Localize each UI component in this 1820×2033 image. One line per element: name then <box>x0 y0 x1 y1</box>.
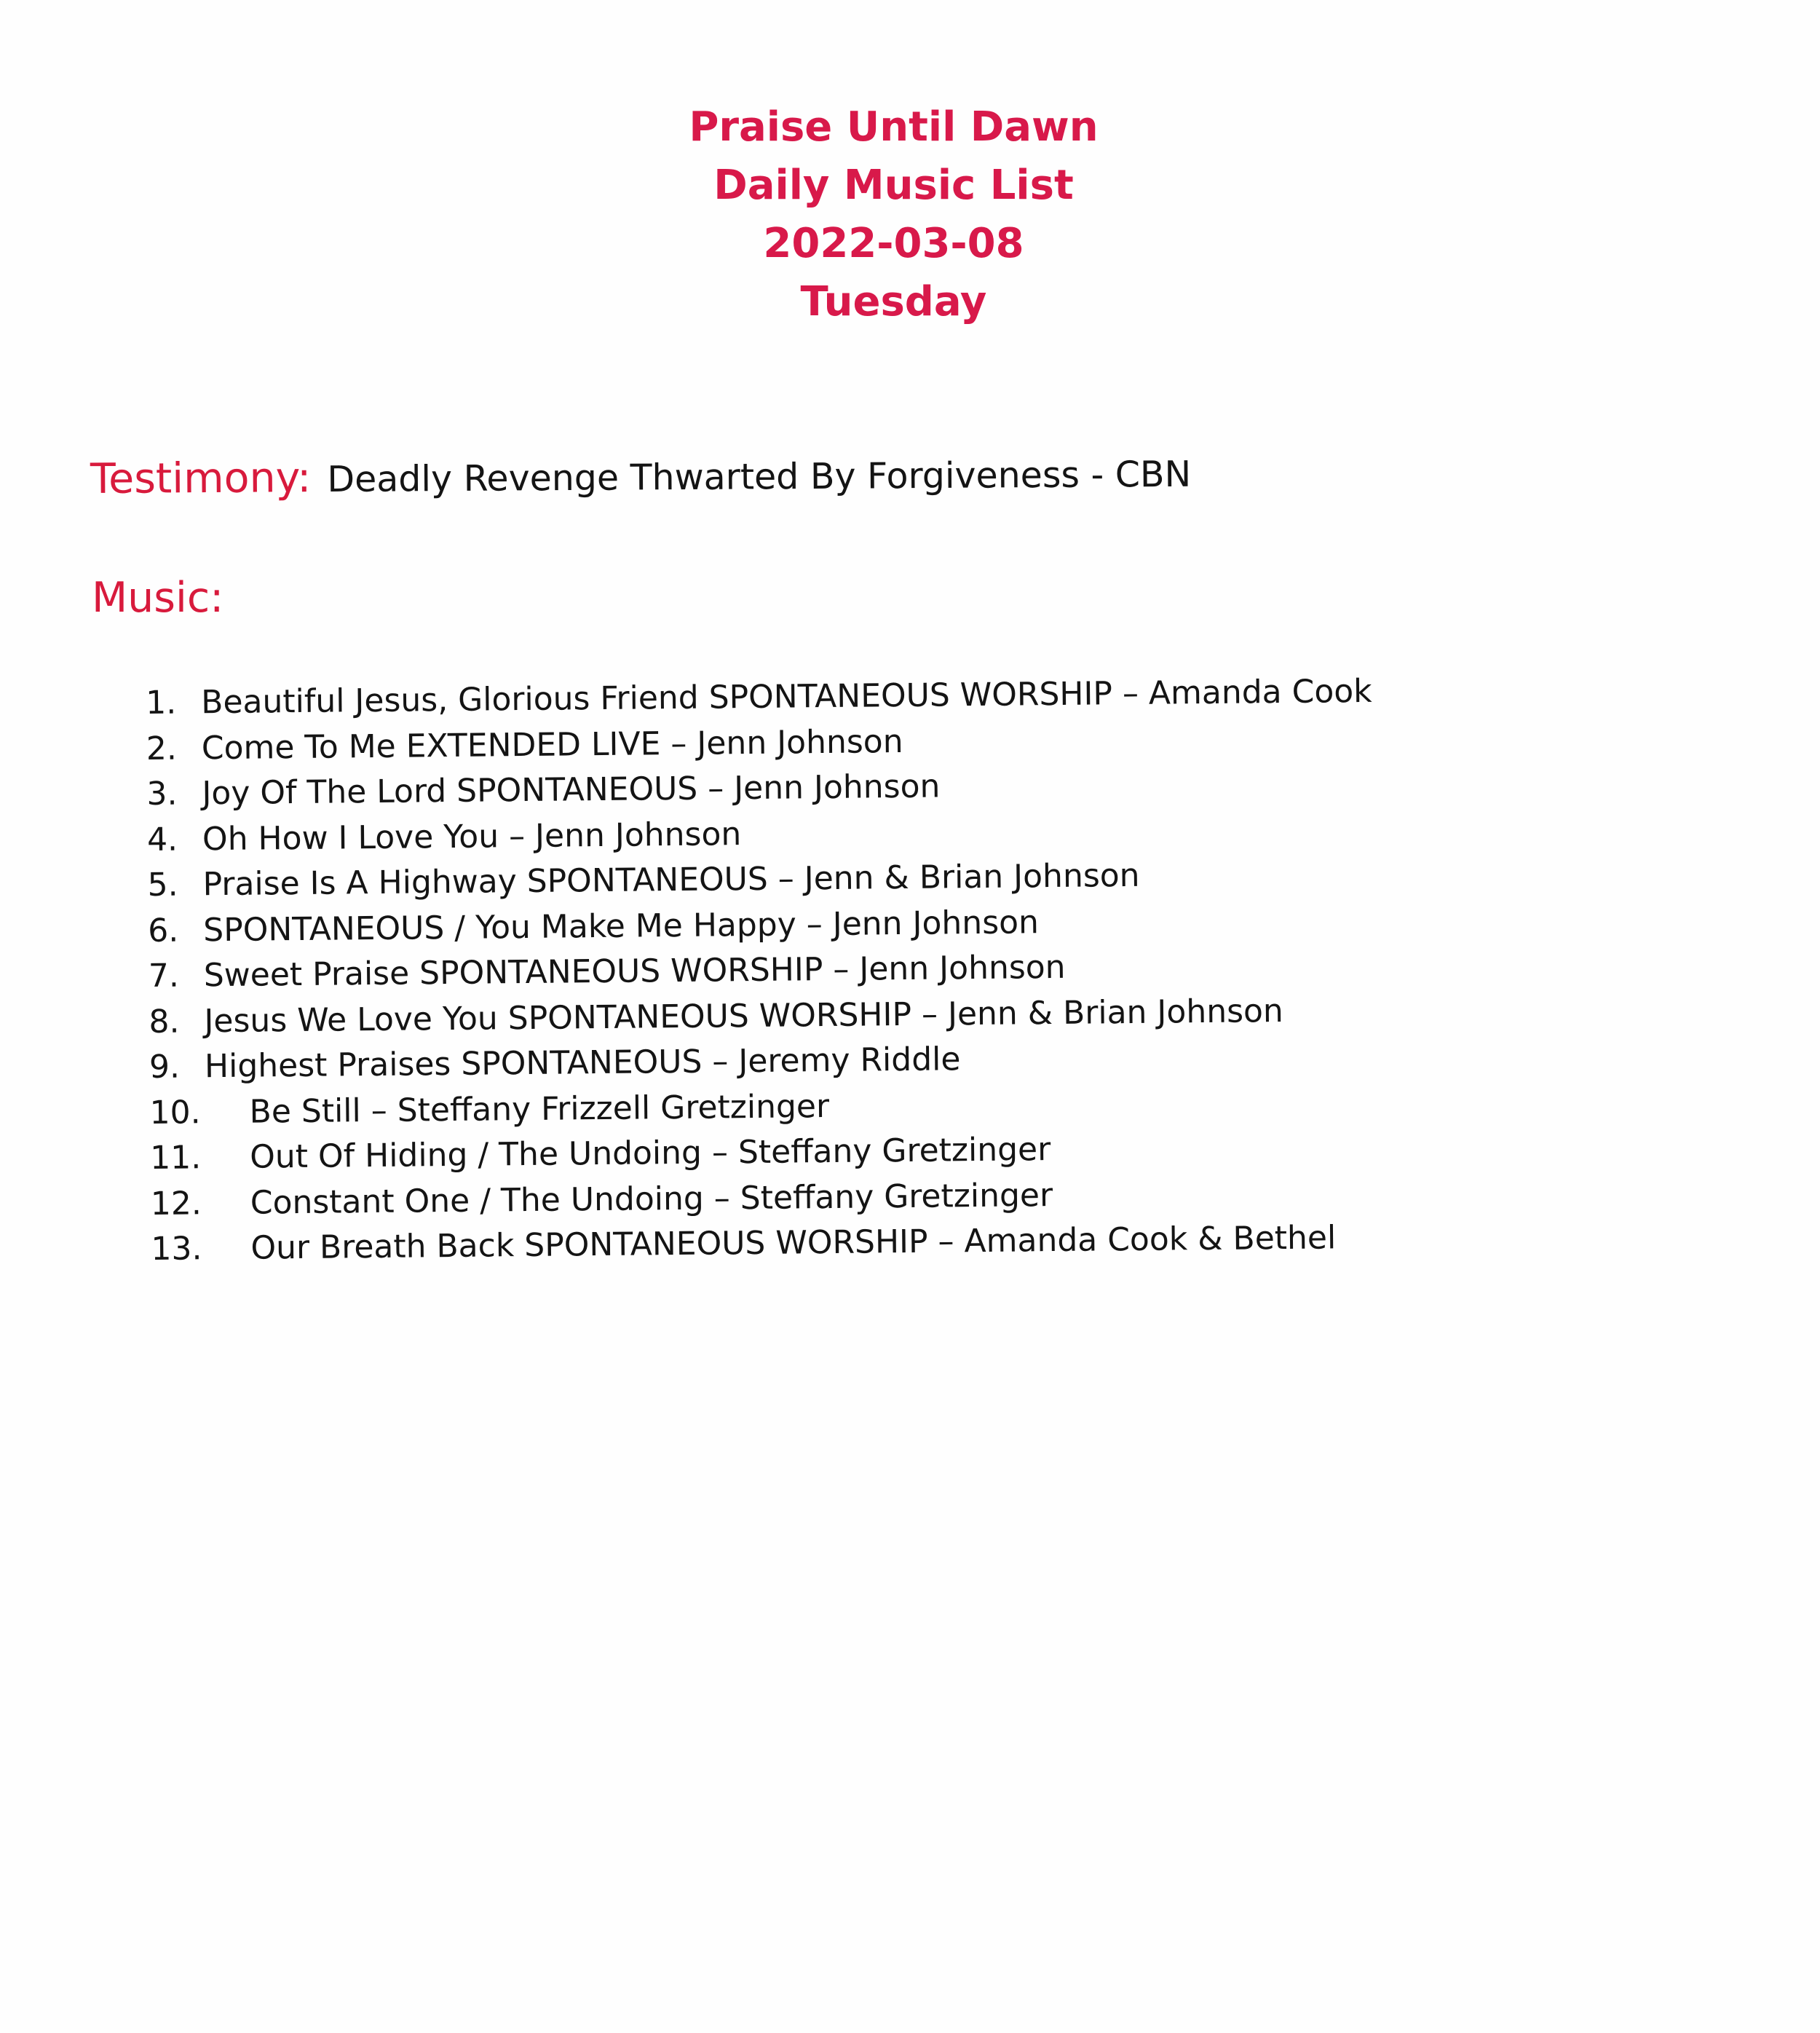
track-list <box>146 671 1607 1276</box>
track-number: 5. <box>147 866 178 904</box>
track-title: Our Breath Back SPONTANEOUS WORSHIP – Amanda Cook & Bethel <box>250 1219 1337 1267</box>
header-title: Praise Until Dawn <box>689 103 1099 151</box>
track-title: Highest Praises SPONTANEOUS – Jeremy Riddle <box>204 1041 961 1086</box>
track-number: 6. <box>147 912 179 950</box>
track-title: Come To Me EXTENDED LIVE – Jenn Johnson <box>201 722 903 767</box>
track-title: Out Of Hiding / The Undoing – Steffany Gretzinger <box>249 1131 1051 1176</box>
track-title: Be Still – Steffany Frizzell Gretzinger <box>249 1087 830 1131</box>
track-title: Praise Is A Highway SPONTANEOUS – Jenn & Brian Johnson <box>202 856 1140 904</box>
track-number: 7. <box>148 957 180 995</box>
testimony-line <box>90 449 1192 503</box>
track-number: 11. <box>149 1139 202 1177</box>
header-subtitle: Daily Music List <box>713 162 1074 209</box>
track-number: 9. <box>149 1048 181 1086</box>
document-header <box>0 98 1787 331</box>
track-number: 2. <box>146 730 178 767</box>
track-title: Jesus We Love You SPONTANEOUS WORSHIP – Jenn & Brian Johnson <box>204 992 1284 1040</box>
track-number: 3. <box>146 775 178 813</box>
track-number: 13. <box>151 1230 202 1268</box>
header-date: 2022-03-08 <box>763 220 1024 267</box>
track-number: 1. <box>146 684 177 722</box>
track-number: 8. <box>149 1003 180 1041</box>
track-title: Oh How I Love You – Jenn Johnson <box>202 815 742 858</box>
track-number: 4. <box>146 821 178 858</box>
track-title: SPONTANEOUS / You Make Me Happy – Jenn Johnson <box>202 903 1040 949</box>
track-title: Sweet Praise SPONTANEOUS WORSHIP – Jenn Johnson <box>203 948 1066 995</box>
track-number: 12. <box>150 1184 202 1223</box>
track-title: Beautiful Jesus, Glorious Friend SPONTANEOUS WORSHIP – Amanda Cook <box>200 672 1372 722</box>
header-weekday: Tuesday <box>800 278 987 325</box>
music-label: Music: <box>92 574 224 622</box>
testimony-text: Deadly Revenge Thwarted By Forgiveness - CBN <box>327 453 1192 501</box>
track-number: 10. <box>149 1093 201 1132</box>
testimony-label: Testimony: <box>90 454 312 503</box>
track-title: Joy Of The Lord SPONTANEOUS – Jenn Johnson <box>202 767 941 813</box>
track-title: Constant One / The Undoing – Steffany Gretzinger <box>250 1176 1053 1222</box>
